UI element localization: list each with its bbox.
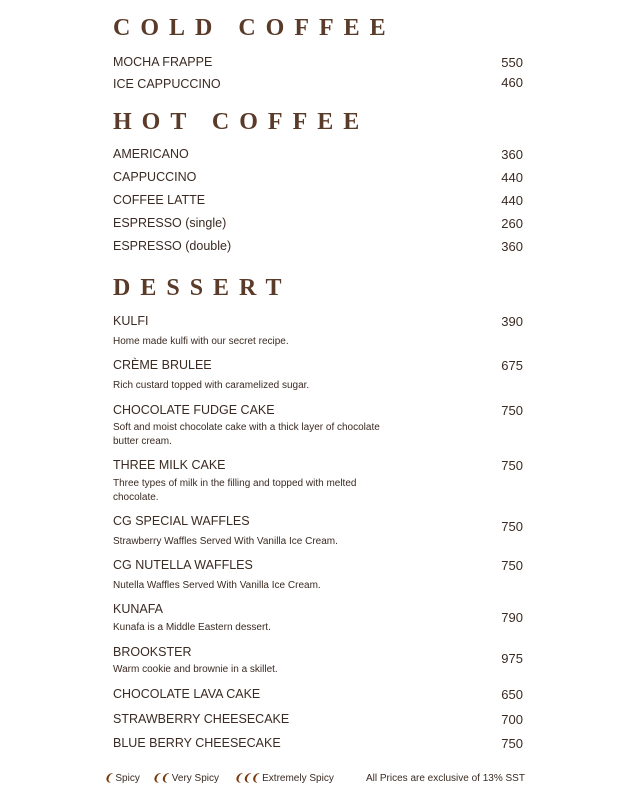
legend-extremely-spicy	[234, 773, 334, 784]
item-name: CG NUTELLA WAFFLES	[113, 558, 253, 572]
legend-very-spicy	[152, 773, 219, 784]
item-description: Three types of milk in the filling and topped with melted chocolate.	[113, 478, 357, 503]
item-name: MOCHA FRAPPE	[113, 55, 213, 69]
item-price: 750	[501, 736, 523, 751]
item-name: KULFI	[113, 314, 149, 328]
chili-pepper-icon: ❨❨	[152, 773, 169, 784]
item-price: 650	[501, 687, 523, 702]
item-name: CG SPECIAL WAFFLES	[113, 514, 250, 528]
section-title-dessert: DESSERT	[113, 275, 292, 301]
item-name: COFFEE LATTE	[113, 193, 206, 207]
item-price: 700	[501, 712, 523, 727]
item-name: AMERICANO	[113, 147, 189, 161]
item-name: THREE MILK CAKE	[113, 458, 226, 472]
item-price: 440	[501, 193, 523, 208]
legend-very-spicy-label: Very Spicy	[171, 773, 220, 784]
item-price: 750	[501, 403, 523, 418]
item-price: 675	[501, 358, 523, 373]
section-title-hot-coffee: HOT COFFEE	[113, 109, 370, 135]
item-price: 460	[501, 75, 523, 90]
legend-spicy	[104, 773, 140, 784]
item-price: 750	[501, 519, 523, 534]
item-description: Home made kulfi with our secret recipe.	[113, 336, 289, 347]
item-price: 750	[501, 458, 523, 473]
item-name: STRAWBERRY CHEESECAKE	[113, 712, 290, 726]
item-name: ICE CAPPUCCINO	[113, 77, 221, 91]
item-description: Soft and moist chocolate cake with a thick layer of chocolate butter cream.	[113, 422, 380, 447]
item-price: 440	[501, 170, 523, 185]
item-price: 750	[501, 558, 523, 573]
item-price: 790	[501, 610, 523, 625]
item-price: 360	[501, 147, 523, 162]
legend-extremely-spicy-label: Extremely Spicy	[262, 773, 334, 784]
item-description: Kunafa is a Middle Eastern dessert.	[113, 622, 271, 633]
item-name: ESPRESSO (double)	[113, 239, 232, 253]
chili-pepper-icon: ❨	[104, 773, 113, 784]
item-price: 550	[501, 55, 523, 70]
item-name: CAPPUCCINO	[113, 170, 197, 184]
item-name: CRÈME BRULEE	[113, 358, 212, 372]
item-name: CHOCOLATE LAVA CAKE	[113, 687, 261, 701]
item-description: Warm cookie and brownie in a skillet.	[113, 664, 278, 675]
price-note: All Prices are exclusive of 13% SST	[366, 773, 525, 784]
section-title-cold-coffee: COLD COFFEE	[113, 15, 396, 41]
item-description: Strawberry Waffles Served With Vanilla Ice Cream.	[113, 536, 338, 547]
legend-spicy-label: Spicy	[115, 773, 140, 784]
item-name: BROOKSTER	[113, 645, 192, 659]
item-name: ESPRESSO (single)	[113, 216, 227, 230]
item-name: KUNAFA	[113, 602, 164, 616]
item-price: 390	[501, 314, 523, 329]
item-name: CHOCOLATE FUDGE CAKE	[113, 403, 275, 417]
item-price: 260	[501, 216, 523, 231]
item-name: BLUE BERRY CHEESECAKE	[113, 736, 281, 750]
item-price: 360	[501, 239, 523, 254]
item-price: 975	[501, 651, 523, 666]
chili-pepper-icon: ❨❨❨	[234, 773, 260, 784]
item-description: Nutella Waffles Served With Vanilla Ice Cream.	[113, 580, 321, 591]
item-description: Rich custard topped with caramelized sugar.	[113, 380, 310, 391]
